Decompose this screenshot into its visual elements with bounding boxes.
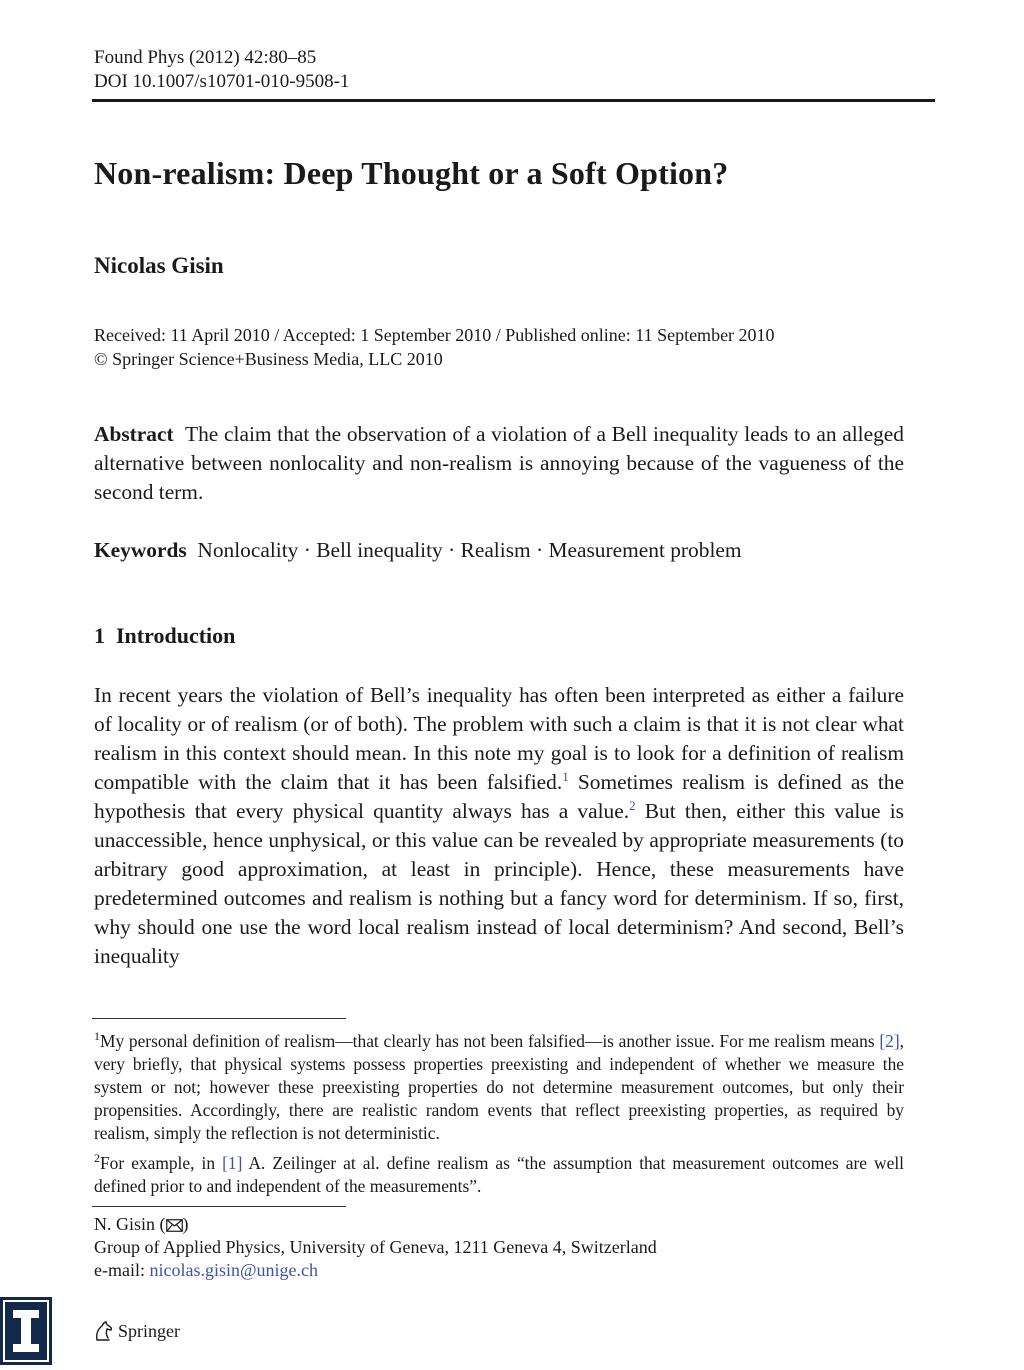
email-label: e-mail:	[94, 1260, 150, 1280]
envelope-icon	[166, 1219, 183, 1232]
keywords	[94, 536, 904, 565]
footnote-1	[94, 1030, 904, 1145]
journal-header	[94, 46, 349, 94]
doi: DOI 10.1007/s10701-010-9508-1	[94, 71, 350, 92]
corresponding-author-paren: )	[182, 1214, 189, 1234]
springer-horse-icon	[94, 1320, 114, 1342]
footnote-1-text-b: , very briefly, that physical systems possess properties preexisting and independent of whether we measure the system or not; however these preexisting properties do not determine measurement outcomes, but only their propensities. Accordingly, there are realistic random events that reflect preexisting properties, as required by realism, simply the reflection is not deterministic.	[94, 1031, 904, 1143]
intro-paragraph	[94, 681, 904, 971]
email-link[interactable]: nicolas.gisin@unige.ch	[149, 1260, 319, 1280]
email-line	[94, 1259, 657, 1282]
intro-text-2: Sometimes realism is defined as the hypothesis that every physical quantity always has a value.	[94, 770, 904, 823]
footnote-ref-2[interactable]: 2	[629, 797, 636, 813]
keywords-label: Keywords	[94, 538, 187, 562]
section-title: Introduction	[116, 623, 236, 648]
section-number: 1	[94, 623, 105, 648]
author-name: Nicolas Gisin	[94, 253, 224, 278]
abstract	[94, 420, 904, 507]
footnote-2-text-a: For example, in	[100, 1153, 223, 1173]
publication-info	[94, 323, 775, 371]
footnote-rule	[92, 1018, 346, 1019]
intro-text-3: But then, either this value is unaccessible, hence unphysical, or this value can be revealed by appropriate measurements (to arbitrary good approximation, at least in principle). Hence, these measurements have predetermined outcomes and realism is nothing but a fancy word for determinism. If so, first, why should one use the word local realism instead of local determinism? And second, Bell’s inequality	[94, 799, 904, 968]
footnote-1-mark: 1	[94, 1029, 100, 1044]
illinois-block-i-logo	[0, 1297, 52, 1365]
affiliation-address: Group of Applied Physics, University of Geneva, 1211 Geneva 4, Switzerland	[94, 1237, 657, 1257]
footnote-2-text-b: A. Zeilinger at al. define realism as “the assumption that measurement outcomes are well defined prior to and independent of the measurements”.	[94, 1153, 904, 1196]
publisher-name: Springer	[118, 1320, 180, 1341]
paper-title: Non-realism: Deep Thought or a Soft Option?	[94, 155, 729, 191]
keywords-text: Nonlocality · Bell inequality · Realism · Measurement problem	[197, 538, 742, 562]
corresponding-author	[94, 1213, 657, 1236]
publisher-mark	[94, 1320, 180, 1342]
header-rule	[92, 99, 935, 102]
intro-text-1: In recent years the violation of Bell’s inequality has often been interpreted as either a failure of locality or of realism (or of both). The problem with such a claim is that it is not clear what realism in this context should mean. In this note my goal is to look for a definition of realism compatible with the claim that it has been falsified.	[94, 683, 904, 794]
citation-link-2[interactable]: [2]	[879, 1031, 900, 1051]
abstract-label: Abstract	[94, 422, 174, 446]
footnote-1-text-a: My personal definition of realism—that clearly has not been falsified—is another issue. For me realism means	[100, 1031, 880, 1051]
footnote-ref-1[interactable]: 1	[562, 768, 569, 784]
footnote-2	[94, 1152, 904, 1198]
footnote-2-mark: 2	[94, 1151, 100, 1166]
citation-link-1[interactable]: [1]	[222, 1153, 243, 1173]
affiliation-rule	[92, 1206, 346, 1207]
copyright-line: © Springer Science+Business Media, LLC 2010	[94, 349, 443, 369]
corresponding-author-name: N. Gisin (	[94, 1214, 166, 1234]
abstract-text: The claim that the observation of a violation of a Bell inequality leads to an alleged alternative between nonlocality and non-realism is annoying because of the vagueness of the second term.	[94, 422, 904, 504]
author-affiliation	[94, 1213, 657, 1282]
journal-citation: Found Phys (2012) 42:80–85	[94, 47, 317, 68]
block-i-icon	[0, 1297, 52, 1365]
dates-line: Received: 11 April 2010 / Accepted: 1 September 2010 / Published online: 11 September 2010	[94, 325, 775, 345]
section-heading	[94, 623, 235, 649]
